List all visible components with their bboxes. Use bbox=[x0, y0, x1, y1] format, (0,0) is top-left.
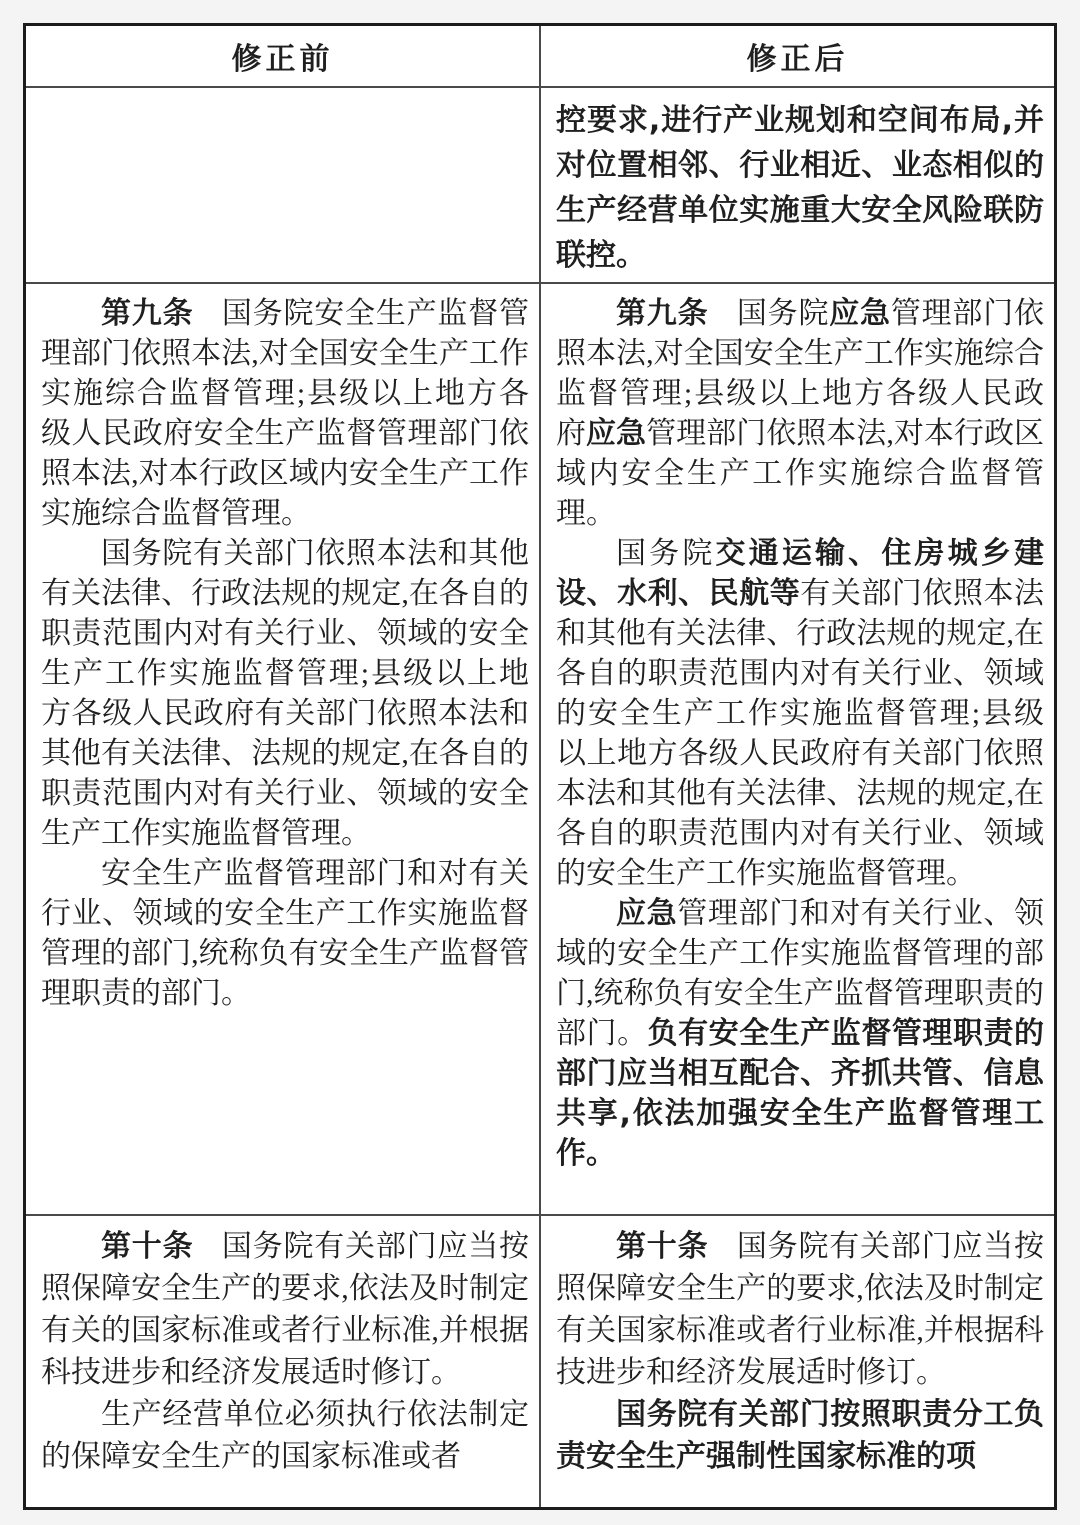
emphasis-run: 负有安全生产监督管理职责的部门应当相互配合、齐抓共管、信息共享,依法加强安全生产监督管理工作。 bbox=[556, 1016, 1045, 1171]
emphasis-run: 应急 bbox=[829, 296, 891, 331]
cell-before-article-10 bbox=[25, 1215, 541, 1509]
emphasis-run: 第九条 bbox=[101, 296, 194, 331]
emphasis-run: 应急 bbox=[616, 896, 678, 931]
paragraph bbox=[556, 98, 1044, 278]
text-run: 安全生产监督管理部门和对有关行业、领域的安全生产工作实施监督管理的部门,统称负有安全生产监督管理职责的部门。 bbox=[41, 857, 529, 1010]
emphasis-run: 控要求,进行产业规划和空间布局,并对位置相邻、行业相近、业态相似的生产经营单位实施重大安全风险联防联控。 bbox=[556, 103, 1044, 273]
paragraph bbox=[41, 294, 529, 534]
cell-after-article-10 bbox=[540, 1215, 1056, 1509]
table-row-article-9 bbox=[25, 283, 1056, 1215]
comparison-table bbox=[23, 23, 1057, 1510]
emphasis-run: 第十条 bbox=[616, 1229, 709, 1264]
text-run: 管理部门依照本法,对全国安全生产工作实施综合监督管理;县级以上地方各级人民政府 bbox=[556, 297, 1045, 450]
text-run: 管理部门和对有关行业、领域的安全生产工作实施监督管理的部门,统称负有安全生产监督管理职责的部门。 bbox=[556, 897, 1045, 1050]
document-page bbox=[23, 23, 1057, 1510]
emphasis-run: 第九条 bbox=[616, 296, 709, 331]
text-run: 管理部门依照本法,对本行政区域内安全生产工作实施综合监督管理。 bbox=[556, 417, 1044, 530]
paragraph bbox=[41, 1394, 529, 1478]
paragraph bbox=[556, 1394, 1044, 1478]
emphasis-run: 应急 bbox=[586, 416, 647, 451]
column-header-before: 修正前 bbox=[25, 25, 541, 88]
paragraph bbox=[556, 294, 1044, 534]
text-run: 国务院 bbox=[736, 297, 830, 330]
table-row-carryover bbox=[25, 87, 1056, 283]
paragraph bbox=[556, 894, 1044, 1174]
cell-before-carryover bbox=[25, 87, 541, 283]
emphasis-run: 交通运输、住房城乡建设、水利、民航等 bbox=[556, 536, 1044, 611]
paragraph bbox=[41, 1226, 529, 1394]
paragraph bbox=[556, 534, 1044, 894]
emphasis-run: 第十条 bbox=[101, 1229, 194, 1264]
paragraph bbox=[556, 1226, 1044, 1394]
text-run: 国务院安全生产监督管理部门依照本法,对全国安全生产工作实施综合监督管理;县级以上地方各级人民政府安全生产监督管理部门依照本法,对本行政区域内安全生产工作实施综合监督管理。 bbox=[41, 297, 529, 530]
text-run: 生产经营单位必须执行依法制定的保障安全生产的国家标准或者 bbox=[41, 1398, 529, 1473]
paragraph bbox=[41, 854, 529, 1014]
text-run: 国务院有关部门依照本法和其他有关法律、行政法规的规定,在各自的职责范围内对有关行业、领域的安全生产工作实施监督管理;县级以上地方各级人民政府有关部门依照本法和其他有关法律、法规的规定,在各自的职责范围内对有关行业、领域的安全生产工作实施监督管理。 bbox=[41, 537, 529, 850]
cell-after-article-9 bbox=[540, 283, 1056, 1215]
table-row-article-10 bbox=[25, 1215, 1056, 1509]
text-run: 国务院 bbox=[616, 537, 716, 570]
cell-after-carryover bbox=[540, 87, 1056, 283]
text-run: 国务院有关部门应当按照保障安全生产的要求,依法及时制定有关的国家标准或者行业标准,并根据科技进步和经济发展适时修订。 bbox=[41, 1230, 529, 1389]
column-header-after: 修正后 bbox=[540, 25, 1056, 88]
cell-before-article-9 bbox=[25, 283, 541, 1215]
table-header-row bbox=[25, 25, 1056, 88]
text-run: 国务院有关部门应当按照保障安全生产的要求,依法及时制定有关国家标准或者行业标准,并根据科技进步和经济发展适时修订。 bbox=[556, 1230, 1044, 1389]
paragraph bbox=[41, 534, 529, 854]
text-run: 有关部门依照本法和其他有关法律、行政法规的规定,在各自的职责范围内对有关行业、领域的安全生产工作实施监督管理;县级以上地方各级人民政府有关部门依照本法和其他有关法律、法规的规定,在各自的职责范围内对有关行业、领域的安全生产工作实施监督管理。 bbox=[556, 577, 1045, 890]
emphasis-run: 国务院有关部门按照职责分工负责安全生产强制性国家标准的项 bbox=[556, 1397, 1044, 1474]
